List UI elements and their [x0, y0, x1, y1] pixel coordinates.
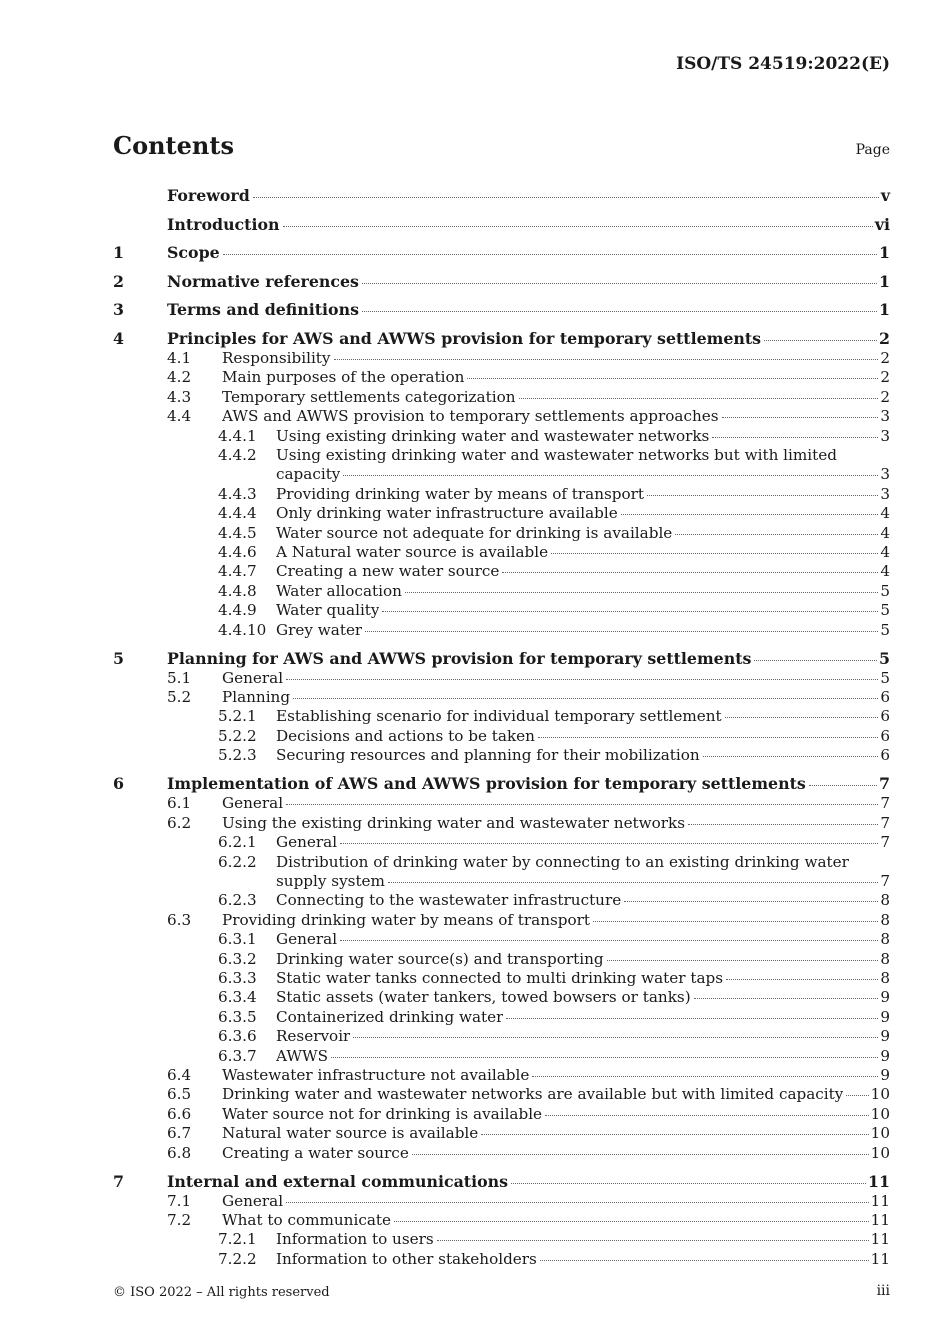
toc-entry-page: 3 [880, 465, 890, 484]
toc-entry[interactable] [113, 543, 890, 562]
table-of-contents [113, 186, 890, 1269]
toc-entry-page: 11 [870, 1191, 890, 1210]
toc-entry-title: Providing drinking water by means of transport [222, 910, 591, 929]
toc-entry-page: 5 [880, 601, 890, 620]
toc-entry[interactable] [113, 1250, 890, 1269]
toc-entry-page: 9 [880, 1007, 890, 1026]
toc-entry-title: Principles for AWS and AWWS provision for temporary settlements [167, 328, 762, 348]
toc-entry[interactable] [113, 707, 890, 726]
toc-entry-title: Information to users [276, 1230, 434, 1249]
toc-entry-title: Containerized drinking water [276, 1007, 504, 1026]
toc-entry[interactable] [113, 853, 890, 872]
toc-entry-number: 4.4.2 [218, 446, 257, 464]
toc-entry[interactable] [113, 504, 890, 523]
toc-entry-title: Planning [222, 688, 291, 707]
toc-entry-number: 4.4.6 [218, 543, 257, 562]
page-number: iii [876, 1283, 890, 1299]
toc-entry-title: Using existing drinking water and wastewater networks [276, 426, 710, 445]
toc-entry[interactable] [113, 601, 890, 620]
toc-entry-page: 10 [870, 1104, 890, 1123]
toc-entry-title: General [222, 668, 284, 687]
toc-entry[interactable] [113, 485, 890, 504]
toc-entry-title: Implementation of AWS and AWWS provision for temporary settlements [167, 774, 806, 794]
toc-entry-number: 4.4 [167, 407, 192, 426]
toc-entry-page: 7 [880, 794, 890, 813]
toc-entry[interactable] [113, 562, 890, 581]
toc-dot-leader [286, 679, 878, 680]
toc-entry-title: Grey water [276, 620, 363, 639]
toc-entry-number: 7 [113, 1171, 124, 1191]
toc-entry-page: 2 [879, 328, 890, 348]
toc-entry-number: 3 [113, 300, 124, 320]
toc-entry[interactable] [113, 1085, 890, 1104]
toc-entry-title: A Natural water source is available [276, 543, 549, 562]
toc-entry-title: Distribution of drinking water by connecting to an existing drinking water [276, 852, 849, 871]
toc-dot-leader [253, 197, 879, 198]
toc-entry-number: 6.5 [167, 1085, 192, 1104]
toc-entry-page: 5 [880, 581, 890, 600]
toc-entry-page: 10 [870, 1085, 890, 1104]
toc-dot-leader [511, 1183, 866, 1184]
toc-entry[interactable] [113, 272, 890, 292]
toc-dot-leader [340, 940, 878, 941]
toc-dot-leader [382, 611, 878, 612]
toc-entry-title: Drinking water source(s) and transporting [276, 949, 604, 968]
toc-dot-leader [388, 882, 878, 883]
toc-entry[interactable] [113, 1192, 890, 1211]
toc-dot-leader [694, 998, 879, 999]
toc-entry-page: 8 [880, 891, 890, 910]
toc-entry-number: 6.3.4 [218, 988, 257, 1007]
toc-entry-number: 6 [113, 774, 124, 794]
toc-entry[interactable] [113, 621, 890, 640]
toc-entry-page: 11 [870, 1211, 890, 1229]
toc-entry[interactable] [113, 930, 890, 949]
toc-entry-number: 2 [113, 271, 124, 291]
toc-dot-leader [286, 804, 878, 805]
toc-entry-title: AWS and AWWS provision to temporary settlements approaches [222, 407, 719, 426]
toc-entry-title: Terms and definitions [167, 300, 359, 320]
toc-entry-number: 4.4.8 [218, 581, 257, 600]
toc-entry[interactable] [113, 349, 890, 368]
toc-entry-title: General [222, 1191, 284, 1210]
toc-entry-title: Static water tanks connected to multi drinking water taps [276, 968, 724, 987]
toc-entry-number: 6.4 [167, 1065, 192, 1084]
toc-entry[interactable] [113, 368, 890, 387]
toc-entry-page: 3 [880, 407, 890, 426]
contents-heading: Contents [113, 131, 234, 160]
toc-entry-number: 4.4.3 [218, 484, 257, 503]
toc-entry[interactable] [113, 950, 890, 969]
toc-entry-number: 4.2 [167, 368, 192, 387]
toc-dot-leader [353, 1037, 878, 1038]
toc-entry-title: Foreword [167, 186, 250, 205]
toc-entry-number: 4.3 [167, 387, 192, 406]
toc-entry-title: Securing resources and planning for their mobilization [276, 746, 700, 765]
toc-entry-title: Creating a water source [222, 1143, 409, 1162]
toc-entry-page: 1 [879, 271, 890, 291]
toc-entry-number: 6.2.1 [218, 833, 257, 852]
toc-entry-title: Water allocation [276, 581, 402, 600]
toc-entry-number: 4.1 [167, 348, 192, 367]
toc-dot-leader [593, 921, 878, 922]
toc-entry-title: What to communicate [222, 1211, 391, 1229]
toc-entry-title: General [276, 930, 338, 949]
toc-entry-title: Water source not adequate for drinking is available [276, 523, 673, 542]
toc-entry-number: 7.2 [167, 1211, 192, 1229]
toc-entry[interactable] [113, 969, 890, 988]
toc-entry-page: 7 [879, 774, 890, 794]
toc-dot-leader [340, 843, 878, 844]
toc-dot-leader [726, 979, 878, 980]
toc-entry-page: 8 [880, 930, 890, 949]
toc-entry-page: 6 [880, 688, 890, 707]
toc-entry[interactable] [113, 1105, 890, 1124]
toc-entry[interactable] [113, 669, 890, 688]
toc-entry-number: 4.4.7 [218, 562, 257, 581]
toc-entry[interactable] [113, 243, 890, 263]
toc-dot-leader [481, 1134, 868, 1135]
toc-entry-title: Wastewater infrastructure not available [222, 1065, 530, 1084]
toc-entry-title: Planning for AWS and AWWS provision for temporary settlements [167, 648, 752, 668]
toc-entry-title: Internal and external communications [167, 1171, 509, 1191]
toc-entry-title: Using the existing drinking water and wastewater networks [222, 813, 686, 832]
toc-entry-page: 3 [880, 484, 890, 503]
toc-entry[interactable] [113, 1124, 890, 1143]
toc-dot-leader [754, 660, 877, 661]
toc-entry-title: Natural water source is available [222, 1124, 479, 1143]
toc-entry-number: 1 [113, 243, 124, 263]
toc-entry-number: 6.3.1 [218, 930, 257, 949]
toc-dot-leader [467, 378, 878, 379]
toc-dot-leader [540, 1260, 869, 1261]
toc-entry[interactable] [113, 988, 890, 1007]
toc-entry-title: Providing drinking water by means of transport [276, 484, 645, 503]
toc-entry-number: 4 [113, 328, 124, 348]
toc-entry[interactable] [113, 872, 890, 891]
toc-entry-number: 6.8 [167, 1143, 192, 1162]
toc-entry-number: 6.3.6 [218, 1027, 257, 1046]
toc-dot-leader [621, 514, 879, 515]
toc-entry-number: 4.4.9 [218, 601, 257, 620]
toc-entry-page: 7 [880, 871, 890, 890]
toc-entry-title: Information to other stakeholders [276, 1249, 537, 1268]
toc-entry[interactable] [113, 388, 890, 407]
toc-entry-number: 5 [113, 648, 124, 668]
toc-entry-number: 6.3.3 [218, 968, 257, 987]
toc-entry-page: 2 [880, 368, 890, 387]
toc-entry-page: 10 [870, 1143, 890, 1162]
toc-entry-title: Connecting to the wastewater infrastructure [276, 891, 622, 910]
toc-dot-leader [283, 226, 873, 227]
toc-entry[interactable] [113, 1027, 890, 1046]
toc-entry-title: Only drinking water infrastructure available [276, 504, 618, 523]
toc-entry-title: Drinking water and wastewater networks are available but with limited capacity [222, 1085, 844, 1104]
toc-entry-page: 6 [880, 746, 890, 765]
toc-dot-leader [334, 359, 879, 360]
toc-dot-leader [532, 1076, 878, 1077]
toc-entry-page: 5 [879, 648, 890, 668]
toc-entry-number: 4.4.10 [218, 620, 267, 639]
toc-entry[interactable] [113, 407, 890, 426]
toc-dot-leader [365, 631, 878, 632]
toc-entry-number: 6.3 [167, 910, 192, 929]
toc-entry[interactable] [113, 524, 890, 543]
toc-entry[interactable] [113, 911, 890, 930]
toc-entry[interactable] [113, 727, 890, 746]
toc-entry[interactable] [113, 794, 890, 813]
toc-entry-page: 4 [880, 504, 890, 523]
toc-entry-title: Normative references [167, 271, 359, 291]
toc-entry-number: 4.4.4 [218, 504, 257, 523]
toc-dot-leader [722, 417, 879, 418]
toc-dot-leader [437, 1240, 869, 1241]
toc-entry-page: 5 [880, 620, 890, 639]
toc-entry-title: Static assets (water tankers, towed bowsers or tanks) [276, 988, 691, 1007]
toc-entry[interactable] [113, 814, 890, 833]
toc-entry-page: 7 [880, 813, 890, 832]
toc-entry-page: 9 [880, 1027, 890, 1046]
toc-entry-title: Water source not for drinking is available [222, 1104, 543, 1123]
toc-entry[interactable] [113, 582, 890, 601]
toc-entry-number: 5.1 [167, 668, 192, 687]
toc-entry-number: 6.2.2 [218, 852, 257, 871]
toc-entry-title: General [222, 794, 284, 813]
toc-dot-leader [502, 572, 878, 573]
toc-entry[interactable] [113, 300, 890, 320]
toc-entry-number: 4.4.5 [218, 523, 257, 542]
toc-dot-leader [703, 756, 879, 757]
toc-entry-number: 7.2.1 [218, 1230, 257, 1249]
toc-entry-title: Scope [167, 243, 220, 263]
toc-entry-page: 9 [880, 1065, 890, 1084]
toc-entry-page: 2 [880, 387, 890, 406]
toc-entry-title: Water quality [276, 601, 380, 620]
toc-dot-leader [809, 785, 877, 786]
toc-entry[interactable] [113, 427, 890, 446]
toc-entry-title: Establishing scenario for individual temporary settlement [276, 707, 722, 726]
toc-entry-page: vi [874, 214, 890, 234]
toc-dot-leader [343, 475, 878, 476]
toc-dot-leader [551, 553, 878, 554]
toc-dot-leader [647, 495, 878, 496]
toc-dot-leader [607, 960, 879, 961]
toc-entry[interactable] [113, 891, 890, 910]
toc-entry[interactable] [113, 688, 890, 707]
toc-entry-number: 6.2 [167, 813, 192, 832]
toc-entry[interactable] [113, 1144, 890, 1163]
toc-entry-number: 5.2 [167, 688, 192, 707]
toc-entry-number: 7.2.2 [218, 1249, 257, 1268]
toc-entry-page: v [880, 186, 890, 205]
toc-entry-page: 10 [870, 1124, 890, 1143]
toc-dot-leader [675, 534, 878, 535]
toc-entry-page: 11 [870, 1230, 890, 1249]
toc-entry-title: Introduction [167, 214, 280, 234]
toc-entry[interactable] [113, 465, 890, 484]
toc-dot-leader [624, 901, 878, 902]
toc-entry-title: AWWS [276, 1046, 328, 1065]
toc-entry-number: 6.3.5 [218, 1007, 257, 1026]
toc-entry[interactable] [113, 186, 890, 206]
toc-entry-number: 6.7 [167, 1124, 192, 1143]
toc-entry-number: 6.3.7 [218, 1046, 257, 1065]
toc-entry[interactable] [113, 1172, 890, 1192]
toc-dot-leader [223, 254, 877, 255]
toc-entry[interactable] [113, 746, 890, 765]
toc-dot-leader [764, 340, 877, 341]
toc-entry-number: 6.2.3 [218, 891, 257, 910]
toc-entry-number: 7.1 [167, 1191, 192, 1210]
toc-dot-leader [362, 311, 877, 312]
toc-dot-leader [712, 437, 878, 438]
toc-entry-title: Main purposes of the operation [222, 368, 465, 387]
toc-entry-number: 5.2.1 [218, 707, 257, 726]
toc-entry-title: Responsibility [222, 348, 331, 367]
toc-dot-leader [394, 1221, 869, 1222]
toc-entry-page: 7 [880, 833, 890, 852]
toc-dot-leader [286, 1202, 869, 1203]
copyright-notice: © ISO 2022 – All rights reserved [113, 1285, 330, 1300]
toc-entry-title: General [276, 833, 338, 852]
toc-dot-leader [293, 698, 878, 699]
toc-entry-title: Decisions and actions to be taken [276, 726, 535, 745]
toc-dot-leader [688, 824, 878, 825]
toc-dot-leader [362, 283, 877, 284]
toc-entry-number: 6.6 [167, 1104, 192, 1123]
toc-entry[interactable] [113, 1230, 890, 1249]
toc-entry[interactable] [113, 649, 890, 669]
toc-entry-title: supply system [276, 871, 385, 890]
toc-dot-leader [538, 737, 878, 738]
toc-entry-page: 5 [880, 668, 890, 687]
page-column-label: Page [855, 142, 890, 158]
toc-entry-page: 4 [880, 523, 890, 542]
toc-dot-leader [331, 1057, 878, 1058]
toc-dot-leader [405, 592, 878, 593]
toc-entry-title: Temporary settlements categorization [222, 387, 516, 406]
toc-entry-page: 1 [879, 300, 890, 320]
toc-entry-number: 5.2.2 [218, 726, 257, 745]
toc-dot-leader [519, 398, 879, 399]
toc-entry-title: Using existing drinking water and wastewater networks but with limited [276, 446, 837, 464]
toc-dot-leader [506, 1018, 878, 1019]
toc-entry-page: 9 [880, 988, 890, 1007]
toc-entry-number: 6.3.2 [218, 949, 257, 968]
toc-entry-page: 1 [879, 243, 890, 263]
toc-entry-page: 8 [880, 910, 890, 929]
toc-entry-number: 5.2.3 [218, 746, 257, 765]
toc-dot-leader [545, 1115, 869, 1116]
document-identifier: ISO/TS 24519:2022(E) [676, 54, 890, 74]
toc-entry-page: 8 [880, 949, 890, 968]
toc-entry-title: capacity [276, 465, 341, 484]
toc-entry[interactable] [113, 833, 890, 852]
toc-entry[interactable] [113, 446, 890, 465]
toc-entry-page: 11 [870, 1249, 890, 1268]
toc-entry[interactable] [113, 1047, 890, 1066]
toc-entry-title: Creating a new water source [276, 562, 500, 581]
toc-entry-page: 4 [880, 562, 890, 581]
toc-dot-leader [725, 717, 879, 718]
toc-entry[interactable] [113, 1008, 890, 1027]
toc-dot-leader [412, 1154, 869, 1155]
toc-entry-page: 6 [880, 726, 890, 745]
toc-entry[interactable] [113, 1211, 890, 1230]
toc-entry-page: 6 [880, 707, 890, 726]
toc-entry[interactable] [113, 329, 890, 349]
toc-dot-leader [846, 1095, 868, 1096]
toc-entry-number: 6.1 [167, 794, 192, 813]
toc-entry[interactable] [113, 774, 890, 794]
toc-entry-number: 4.4.1 [218, 426, 257, 445]
toc-entry-page: 9 [880, 1046, 890, 1065]
toc-entry-title: Reservoir [276, 1027, 351, 1046]
toc-entry[interactable] [113, 215, 890, 235]
toc-entry-page: 2 [880, 348, 890, 367]
toc-entry-page: 11 [868, 1171, 890, 1191]
toc-entry-page: 3 [880, 426, 890, 445]
toc-entry-page: 8 [880, 968, 890, 987]
toc-entry[interactable] [113, 1066, 890, 1085]
toc-entry-page: 4 [880, 543, 890, 562]
